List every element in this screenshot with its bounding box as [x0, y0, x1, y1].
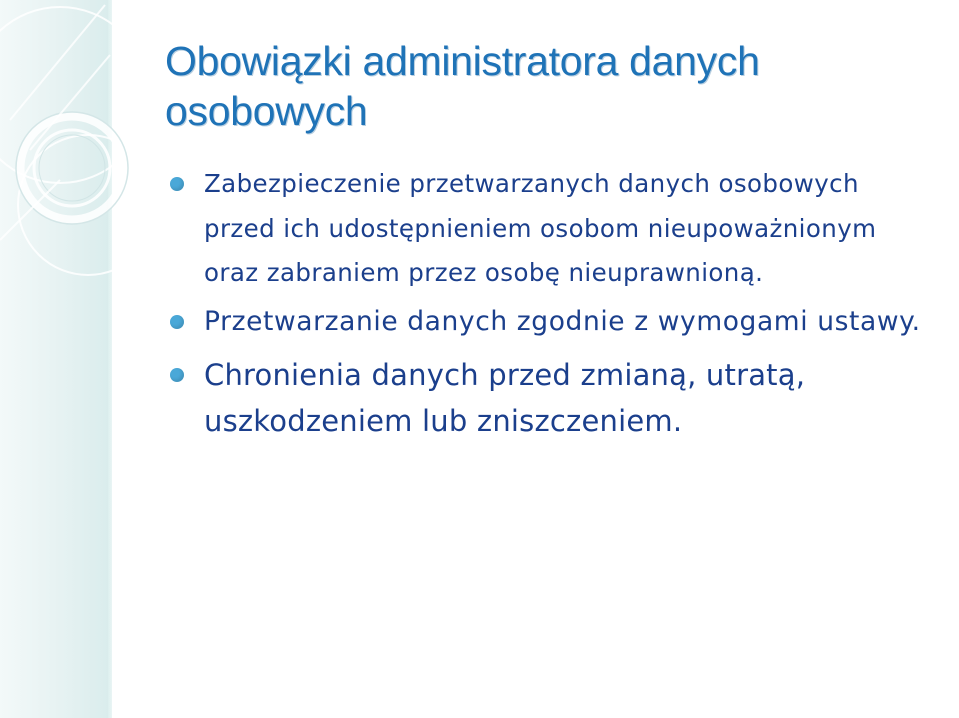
bullet-item — [168, 352, 938, 444]
bullet-dot-icon — [170, 315, 184, 329]
bullet-text: Chronienia danych przed zmianą, utratą, uszkodzeniem lub zniszczeniem. — [204, 357, 806, 438]
bullet-text: Przetwarzanie danych zgodnie z wymogami ustawy. — [204, 305, 921, 337]
slide-title: Obowiązki administratora danych osobowych — [165, 38, 760, 134]
bullet-item — [168, 162, 938, 296]
bullet-dot-icon — [170, 368, 184, 382]
bullet-text: Zabezpieczenie przetwarzanych danych osobowych przed ich udostępnieniem osobom nieupoważnionym oraz zabraniem przez osobę nieuprawnioną. — [204, 169, 877, 287]
bullet-dot-icon — [170, 177, 184, 191]
bullet-list — [168, 162, 938, 444]
bullet-item — [168, 299, 938, 345]
